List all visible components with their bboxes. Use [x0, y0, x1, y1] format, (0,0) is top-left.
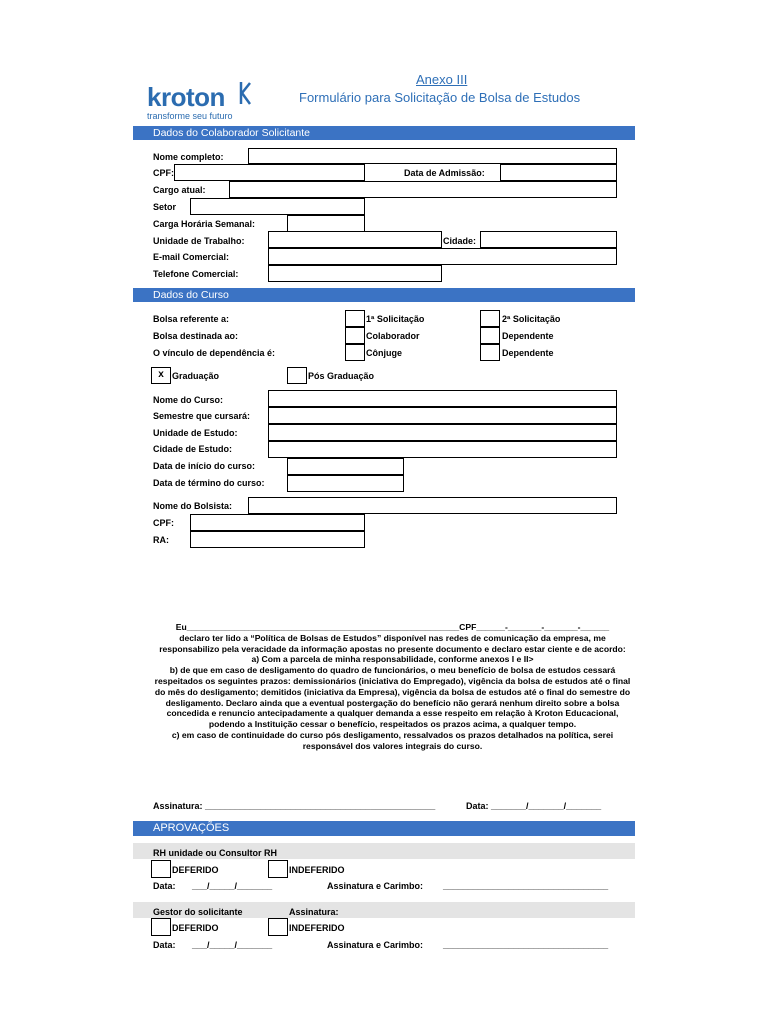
label-admissao: Data de Admissão: — [404, 168, 485, 178]
label-nome: Nome completo: — [153, 152, 224, 162]
signature-line: Assinatura: ______________________________________________ — [153, 801, 436, 811]
checkbox-gestor-deferido[interactable] — [151, 918, 171, 936]
label-carga: Carga Horária Semanal: — [153, 219, 256, 229]
label-rh-data: Data: — [153, 881, 176, 891]
annex-title: Anexo III — [416, 72, 468, 87]
cpf-input[interactable] — [174, 164, 365, 181]
data-inicio-input[interactable] — [287, 458, 404, 475]
label-bolsa-referente: Bolsa referente a: — [153, 314, 230, 324]
label-rh-deferido: DEFERIDO — [172, 865, 219, 875]
section-aprovacoes-header: APROVAÇÕES — [133, 821, 635, 836]
label-email: E-mail Comercial: — [153, 252, 230, 262]
label-gestor-carimbo: Assinatura e Carimbo: — [327, 940, 424, 950]
nome-bolsista-input[interactable] — [248, 497, 617, 514]
signature-date: Data: _______/_______/_______ — [466, 801, 602, 811]
label-gestor-data: Data: — [153, 940, 176, 950]
telefone-input[interactable] — [268, 265, 442, 282]
checkbox-graduacao[interactable]: x — [151, 367, 171, 384]
unidade-estudo-input[interactable] — [268, 424, 617, 441]
label-rh: RH unidade ou Consultor RH — [153, 848, 277, 858]
setor-input[interactable] — [190, 198, 365, 215]
checkbox-rh-deferido[interactable] — [151, 860, 171, 878]
label-pos-graduacao: Pós Graduação — [308, 371, 375, 381]
label-data-inicio: Data de início do curso: — [153, 461, 256, 471]
label-rh-indeferido: INDEFERIDO — [289, 865, 345, 875]
label-colaborador: Colaborador — [366, 331, 420, 341]
ra-input[interactable] — [190, 531, 365, 548]
checkbox-rh-indeferido[interactable] — [268, 860, 288, 878]
label-dependente-vinculo: Dependente — [502, 348, 554, 358]
declaration-line1: Eu_________________________________________________________CPF______-_______-_______-______ — [175, 622, 610, 632]
checkbox-conjuge[interactable] — [345, 344, 365, 361]
label-gestor-deferido: DEFERIDO — [172, 923, 219, 933]
declaration-b: b) de que em caso de desligamento do quadro de funcionários, o meu benefício de bolsa de estudos cessará respeitados os seguintes prazos: demissionários (iniciativa do Empregado), vigência da bolsa de estudos até o final do mês do desligamento; demitidos (iniciativa da Empresa), vigência da bolsa de estudos até o final do semestre do desligamento. Declaro ainda que a eventual postergação do benefício não gerará nenhum direito sobre a bolsa concedida e renuncio antecipadamente a qualquer demanda a esse respeito em relação à Kroton Educacional, podendo a Instituição cessar o benefício, respeitados os prazos acima, a qualquer tempo. — [154, 665, 631, 730]
label-cidade: Cidade: — [443, 236, 477, 246]
checkbox-2a-solicitacao[interactable] — [480, 310, 500, 327]
label-semestre: Semestre que cursará: — [153, 411, 251, 421]
label-unidade-estudo: Unidade de Estudo: — [153, 428, 238, 438]
label-bolsa-destinada: Bolsa destinada ao: — [153, 331, 239, 341]
label-dependente: Dependente — [502, 331, 554, 341]
logo-arrow-icon — [233, 80, 251, 106]
cidade-input[interactable] — [480, 231, 617, 248]
gestor-data-blank: ___/_____/_______ — [192, 940, 273, 950]
checkbox-gestor-indeferido[interactable] — [268, 918, 288, 936]
data-termino-input[interactable] — [287, 475, 404, 492]
cidade-estudo-input[interactable] — [268, 441, 617, 458]
checkbox-dependente-vinculo[interactable] — [480, 344, 500, 361]
unidade-trabalho-input[interactable] — [268, 231, 442, 248]
label-unidade: Unidade de Trabalho: — [153, 236, 245, 246]
label-rh-carimbo: Assinatura e Carimbo: — [327, 881, 424, 891]
label-cpf: CPF: — [153, 168, 174, 178]
checkbox-pos-graduacao[interactable] — [287, 367, 307, 384]
label-cargo: Cargo atual: — [153, 185, 206, 195]
declaration-body: declaro ter lido a “Política de Bolsas de Estudos” disponível nas redes de comunicação da empresa, me responsabilizo pela veracidade da informação apostas no presente documento e declaro estar ciente e de acordo: — [159, 632, 626, 654]
label-vinculo: O vínculo de dependência é: — [153, 348, 276, 358]
label-cpf-bolsista: CPF: — [153, 518, 174, 528]
label-setor: Setor — [153, 202, 177, 212]
label-graduacao: Graduação — [172, 371, 220, 381]
declaration-a: a) Com a parcela de minha responsabilidade, conforme anexos I e II> — [251, 654, 534, 665]
declaration-c: c) em caso de continuidade do curso pós desligamento, ressalvados os prazos detalhados na política, serei responsável dos valores integrais do curso. — [171, 729, 614, 751]
label-nome-bolsista: Nome do Bolsista: — [153, 501, 233, 511]
label-telefone: Telefone Comercial: — [153, 269, 239, 279]
checkbox-dependente[interactable] — [480, 327, 500, 344]
email-input[interactable] — [268, 248, 617, 265]
label-cidade-estudo: Cidade de Estudo: — [153, 444, 233, 454]
nome-curso-input[interactable] — [268, 390, 617, 407]
label-2a-solicitacao: 2ª Solicitação — [502, 314, 561, 324]
section-curso-header: Dados do Curso — [133, 288, 635, 302]
gestor-carimbo-line: _________________________________ — [443, 940, 609, 950]
rh-carimbo-line: _________________________________ — [443, 881, 609, 891]
logo-brand: kroton — [147, 82, 225, 112]
label-data-termino: Data de término do curso: — [153, 478, 265, 488]
label-gestor-indeferido: INDEFERIDO — [289, 923, 345, 933]
logo-tagline: transforme seu futuro — [147, 111, 233, 121]
label-conjuge: Cônjuge — [366, 348, 402, 358]
nome-completo-input[interactable] — [248, 148, 617, 164]
label-gestor-assinatura: Assinatura: — [289, 907, 339, 917]
data-admissao-input[interactable] — [500, 164, 617, 181]
carga-horaria-input[interactable] — [287, 215, 365, 232]
semestre-input[interactable] — [268, 407, 617, 424]
label-ra: RA: — [153, 535, 169, 545]
kroton-logo — [147, 80, 257, 122]
form-title: Formulário para Solicitação de Bolsa de Estudos — [299, 90, 581, 105]
cpf-bolsista-input[interactable] — [190, 514, 365, 531]
cargo-input[interactable] — [229, 181, 617, 198]
label-nome-curso: Nome do Curso: — [153, 395, 224, 405]
rh-data-blank: ___/_____/_______ — [192, 881, 273, 891]
checkbox-1a-solicitacao[interactable] — [345, 310, 365, 327]
label-1a-solicitacao: 1ª Solicitação — [366, 314, 425, 324]
checkbox-colaborador[interactable] — [345, 327, 365, 344]
section-colaborador-header: Dados do Colaborador Solicitante — [133, 126, 635, 140]
declaration-text — [150, 622, 635, 752]
label-gestor: Gestor do solicitante — [153, 907, 243, 917]
